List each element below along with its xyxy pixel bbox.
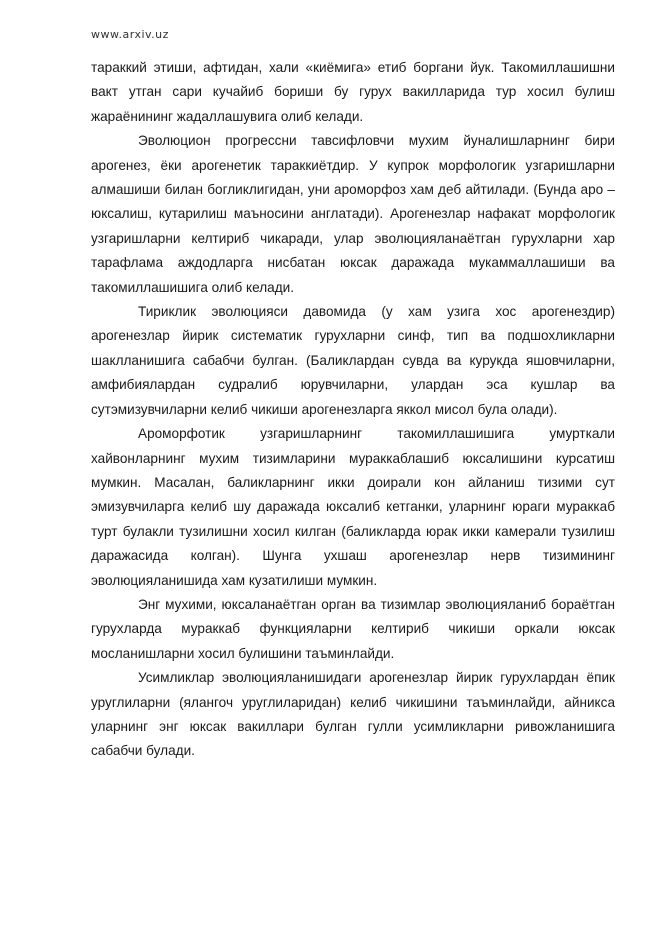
paragraph-5: Энг мухими, юксаланаётган орган ва тизимлар эволюцияланиб бораётган гурухларда мураккаб функцияларни келтириб чикиши оркали юксак мосланишларни хосил булишини таъминлайди. bbox=[91, 596, 615, 661]
paragraph-4: Ароморфотик узгаришларнинг такомиллашишига умурткали хайвонларнинг мухим тизимларини мураккаблашиб юксалишини курсатиш мумкин. Масалан, баликларнинг икки доирали кон айланиш тизими сут эмизувчиларга келиб шу даражада юксалиб кетганки, уларнинг юраги мураккаб турт булакли тузилишни хосил килган (баликларда юрак икки камерали тузилиш даражасида колган). Шунга ухшаш арогенезлар нерв тизимининг эволюцияланишида хам кузатилиши мумкин. bbox=[91, 426, 615, 588]
site-watermark: www.arxiv.uz bbox=[91, 28, 169, 41]
paragraph-1: тараккий этиши, афтидан, хали «киёмига» етиб боргани йук. Такомиллашишни вакт утган сари кучайиб бориши бу гурух вакилларида тур хосил булиш жараёнининг жадаллашувига олиб келади. bbox=[91, 60, 615, 124]
paragraph-2: Эволюцион прогрессни тавсифловчи мухим йуналишларнинг бири арогенез, ёки арогенетик тараккиётдир. У купрок морфологик узгаришларни алмашиши билан богликлигидан, уни ароморфоз хам деб айтилади. (Бунда аро – юксалиш, кутарилиш маъносини англатади). Арогенезлар нафакат морфологик узгаришларни келтириб чикаради, улар эволюцияланаётган гурухларни хар тарафлама аждодларга нисбатан юксак даражада мукаммаллашиши ва такомиллашишига олиб келади. bbox=[91, 133, 615, 295]
paragraph-6: Усимликлар эволюцияланишидаги арогенезлар йирик гурухлардан ёпик уруглиларни (ялангоч уруглиларидан) келиб чикишини таъминлайди, айникса уларнинг энг юксак вакиллари булган гулли усимликларни ривожланишига сабабчи булади. bbox=[91, 670, 615, 759]
paragraph-3: Тириклик эволюцияси давомида (у хам узига хос арогенездир) арогенезлар йирик систематик гурухларни синф, тип ва подшохликларни шаклланишига сабабчи булган. (Баликлардан сувда ва курукда яшовчиларни, амфибиялардан судралиб юрувчиларни, улардан эса кушлар ва сутэмизувчиларни келиб чикиши арогенезларга яккол мисол була олади). bbox=[91, 304, 615, 417]
document-body bbox=[91, 56, 615, 764]
